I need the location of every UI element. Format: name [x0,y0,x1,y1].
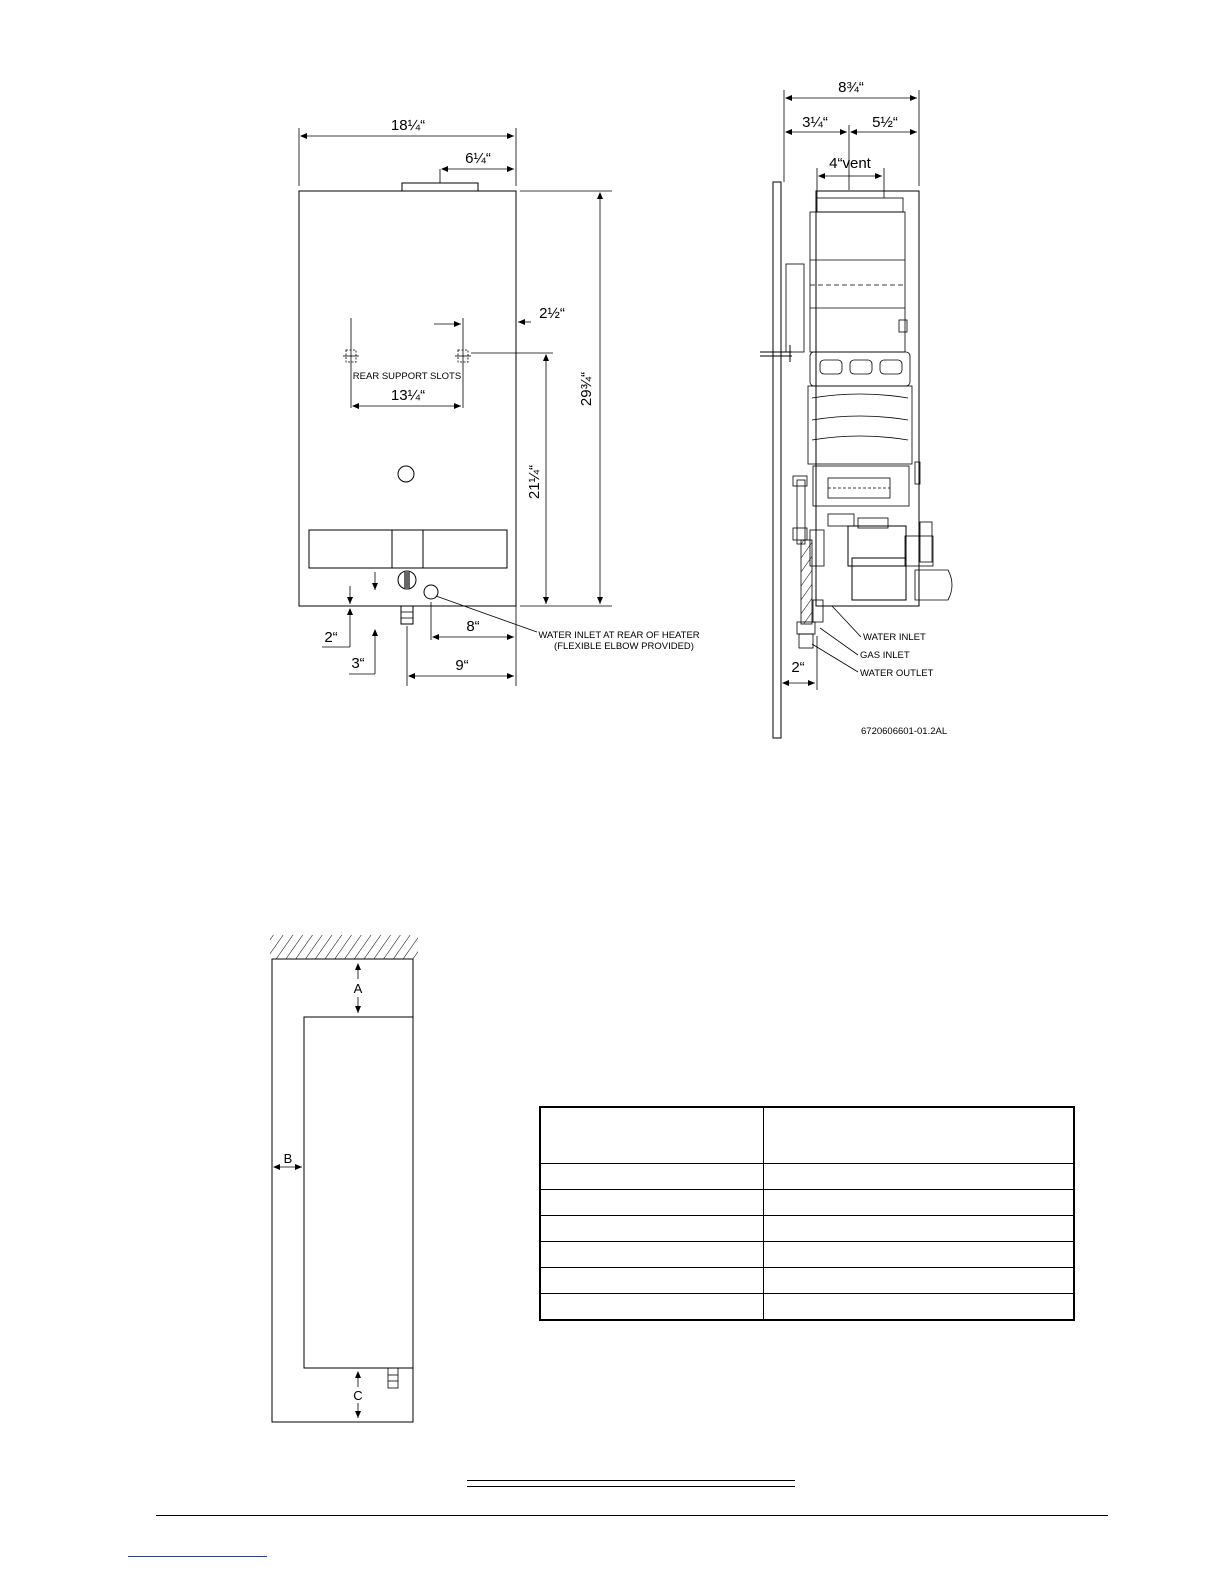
caption-rule-bottom [467,1486,795,1487]
dim-depth-right: 5½“ [872,114,898,131]
side-casing [816,191,919,606]
footer-link-underline[interactable] [128,1556,267,1557]
draft-hood [810,212,905,352]
water-inlet-note-line1: WATER INLET AT REAR OF HEATER [538,630,700,641]
front-view [299,117,700,686]
combustion-chamber [808,386,912,464]
rear-support-slots-label: REAR SUPPORT SLOTS [352,371,462,382]
water-inlet-note-line2: (FLEXIBLE ELBOW PROVIDED) [554,641,694,652]
wall-section [773,182,781,738]
gas-inlet-fitting [915,570,952,600]
clearance-label-c: C [353,1388,363,1403]
dim-slot-height: 21¼“ [526,464,543,500]
part-number: 6720606601-01.2AL [861,726,948,737]
dim-wall-offset: 2“ [791,659,805,676]
footer-rule [156,1515,1108,1516]
heater-outline [304,1017,413,1368]
gas-valve [848,526,906,566]
table-row [540,1294,1074,1321]
dim-bottom-2: 2“ [324,629,338,646]
table-row [540,1242,1074,1268]
caption-rule-top [467,1480,795,1481]
heat-exchanger [810,352,910,386]
dim-bottom-9: 9“ [455,657,469,674]
water-outlet-pipe [401,606,413,624]
clearance-table [539,1106,1075,1321]
callout-water-outlet: WATER OUTLET [860,668,934,679]
table-row [540,1268,1074,1294]
burner [813,466,909,506]
control-panel [309,530,507,568]
dim-bottom-8: 8“ [466,618,480,635]
dim-overall-height: 29¾“ [578,371,595,407]
dim-overall-width: 18¼“ [390,117,426,134]
vent-collar [402,183,478,191]
dim-depth-left: 3¼“ [802,114,828,131]
dim-vent: 4“vent [829,155,871,172]
water-inlet-rear [424,585,438,599]
callout-gas-inlet: GAS INLET [860,650,910,661]
table-header-row [540,1107,1074,1164]
dim-bottom-3: 3“ [351,655,365,672]
dim-side-offset: 2½“ [539,305,565,322]
side-view [760,79,952,738]
flexible-connector [801,540,812,624]
dim-slot-spacing: 13¼“ [390,387,426,404]
table-row [540,1216,1074,1242]
clearance-diagram [270,935,418,1422]
enclosure-outline [272,959,413,1422]
viewing-window [398,466,414,482]
dim-overall-depth: 8¾“ [838,79,864,96]
callout-water-inlet: WATER INLET [863,632,926,643]
table-row [540,1190,1074,1216]
clearance-label-b: B [283,1151,293,1166]
table-row [540,1164,1074,1190]
clearance-label-a: A [353,981,363,996]
dim-vent-offset: 6¼“ [465,150,491,167]
